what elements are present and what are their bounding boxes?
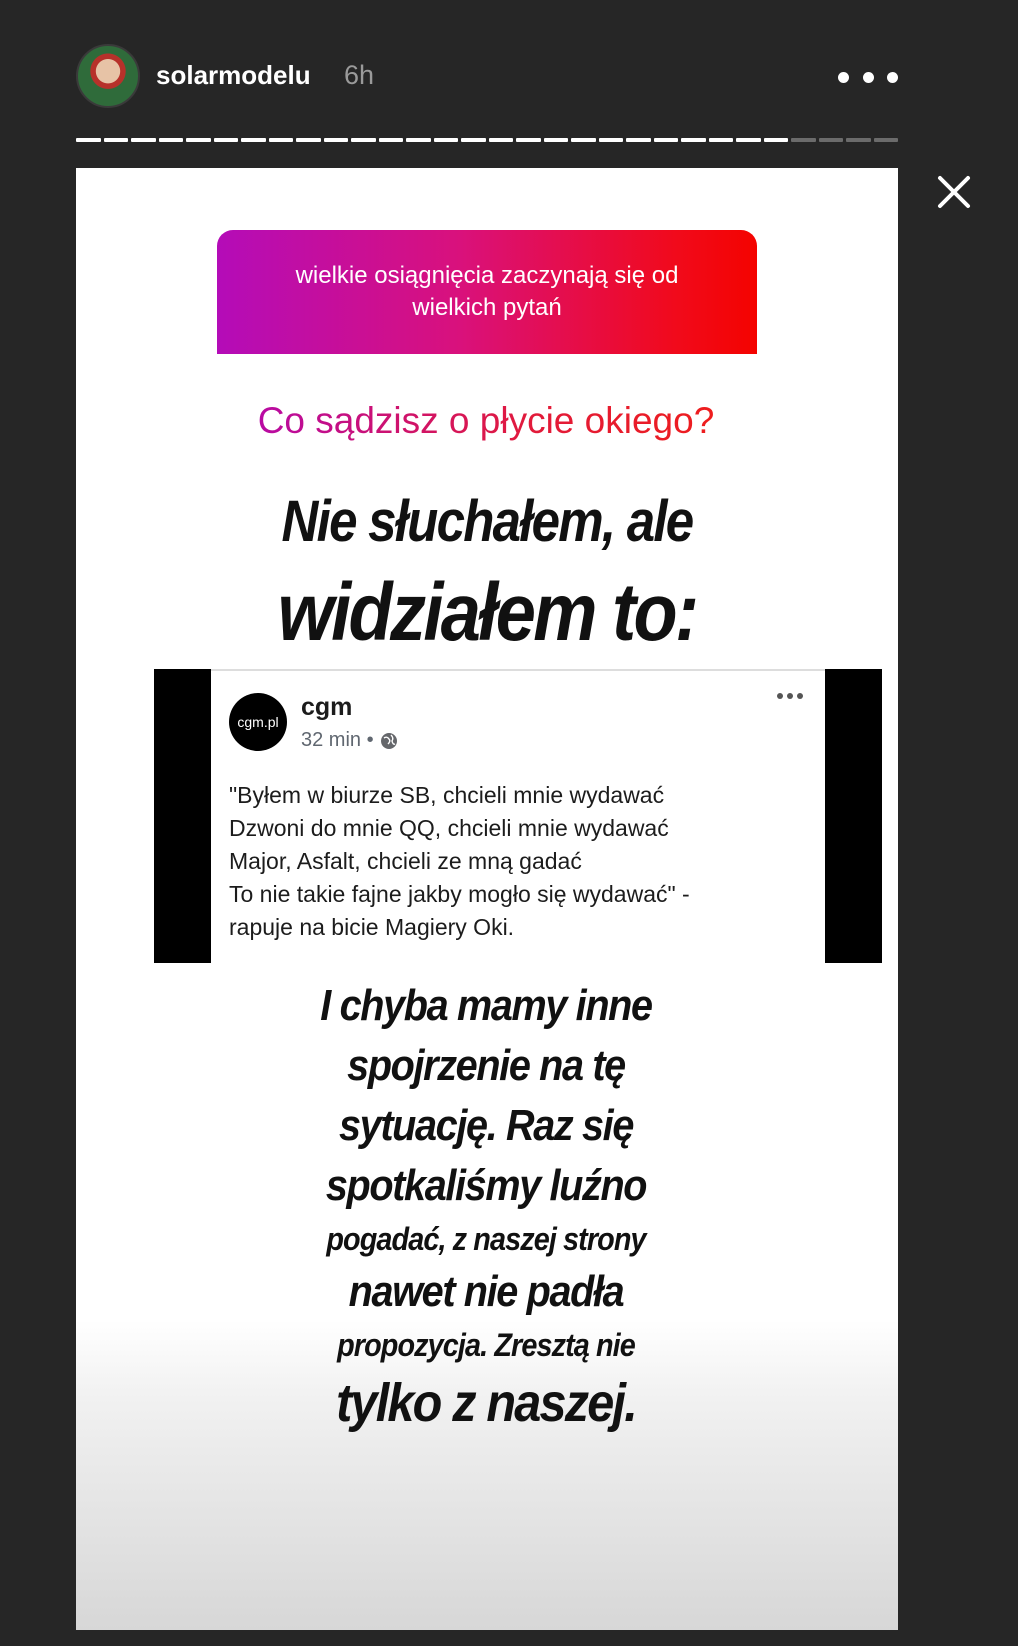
story-progress-bar bbox=[76, 138, 898, 142]
statement-text bbox=[256, 976, 716, 1438]
embedded-post-screenshot bbox=[154, 669, 882, 963]
answer-line-1: Nie słuchałem, ale bbox=[281, 489, 693, 554]
close-button[interactable] bbox=[934, 172, 974, 212]
progress-segment bbox=[626, 138, 651, 142]
avatar[interactable] bbox=[76, 44, 140, 108]
progress-segment bbox=[571, 138, 596, 142]
progress-segment bbox=[76, 138, 101, 142]
progress-segment bbox=[736, 138, 761, 142]
progress-segment bbox=[379, 138, 404, 142]
statement-line: spotkaliśmy luźno bbox=[325, 1161, 647, 1210]
post-card bbox=[211, 669, 825, 963]
progress-segment bbox=[434, 138, 459, 142]
progress-segment bbox=[241, 138, 266, 142]
progress-segment bbox=[214, 138, 239, 142]
post-more-icon bbox=[777, 693, 803, 701]
post-meta-text: 32 min • bbox=[301, 729, 374, 751]
post-text-line: rapuje na bicie Magiery Oki. bbox=[229, 914, 515, 940]
more-options-button[interactable] bbox=[838, 62, 898, 92]
progress-segment bbox=[544, 138, 569, 142]
question-sticker-banner: wielkie osiągnięcia zaczynają się od wielkich pytań bbox=[217, 230, 757, 354]
close-icon bbox=[934, 172, 974, 212]
statement-line: I chyba mamy inne bbox=[320, 981, 652, 1030]
story-header bbox=[76, 44, 898, 108]
question-text: Co sądzisz o płycie okiego? bbox=[256, 398, 716, 444]
cgm-logo: cgm.pl bbox=[229, 693, 287, 751]
progress-segment bbox=[324, 138, 349, 142]
progress-segment bbox=[296, 138, 321, 142]
more-dots-icon bbox=[838, 72, 849, 83]
statement-line: nawet nie padła bbox=[348, 1267, 624, 1316]
progress-segment bbox=[599, 138, 624, 142]
progress-segment bbox=[406, 138, 431, 142]
statement-line: propozycja. Zresztą nie bbox=[337, 1327, 635, 1363]
progress-segment bbox=[819, 138, 844, 142]
progress-segment bbox=[764, 138, 789, 142]
post-text-line: Dzwoni do mnie QQ, chcieli mnie wydawać bbox=[229, 815, 669, 841]
post-text-line: "Byłem w biurze SB, chcieli mnie wydawać bbox=[229, 782, 665, 808]
post-text-line: Major, Asfalt, chcieli ze mną gadać bbox=[229, 848, 582, 874]
post-text-line: To nie takie fajne jakby mogło się wydawać" - bbox=[229, 881, 690, 907]
post-text bbox=[229, 779, 809, 944]
post-time: 6h bbox=[344, 60, 375, 90]
progress-segment bbox=[681, 138, 706, 142]
progress-segment bbox=[461, 138, 486, 142]
progress-segment bbox=[269, 138, 294, 142]
progress-segment bbox=[351, 138, 376, 142]
progress-segment bbox=[104, 138, 129, 142]
story-content[interactable] bbox=[76, 168, 898, 1630]
progress-segment bbox=[709, 138, 734, 142]
progress-segment bbox=[489, 138, 514, 142]
globe-icon bbox=[380, 732, 398, 750]
statement-line: spojrzenie na tę bbox=[347, 1041, 625, 1090]
progress-segment bbox=[516, 138, 541, 142]
progress-segment bbox=[186, 138, 211, 142]
answer-line-2: widziałem to: bbox=[277, 567, 697, 658]
statement-line: sytuację. Raz się bbox=[338, 1101, 634, 1150]
progress-segment bbox=[131, 138, 156, 142]
statement-line: pogadać, z naszej strony bbox=[326, 1221, 646, 1257]
username[interactable]: solarmodelu bbox=[156, 60, 311, 90]
post-author: cgm bbox=[301, 693, 353, 721]
progress-segment bbox=[654, 138, 679, 142]
post-meta bbox=[301, 729, 398, 752]
progress-segment bbox=[846, 138, 871, 142]
statement-line: tylko z naszej. bbox=[336, 1373, 636, 1433]
progress-segment bbox=[874, 138, 899, 142]
progress-segment bbox=[791, 138, 816, 142]
progress-segment bbox=[159, 138, 184, 142]
